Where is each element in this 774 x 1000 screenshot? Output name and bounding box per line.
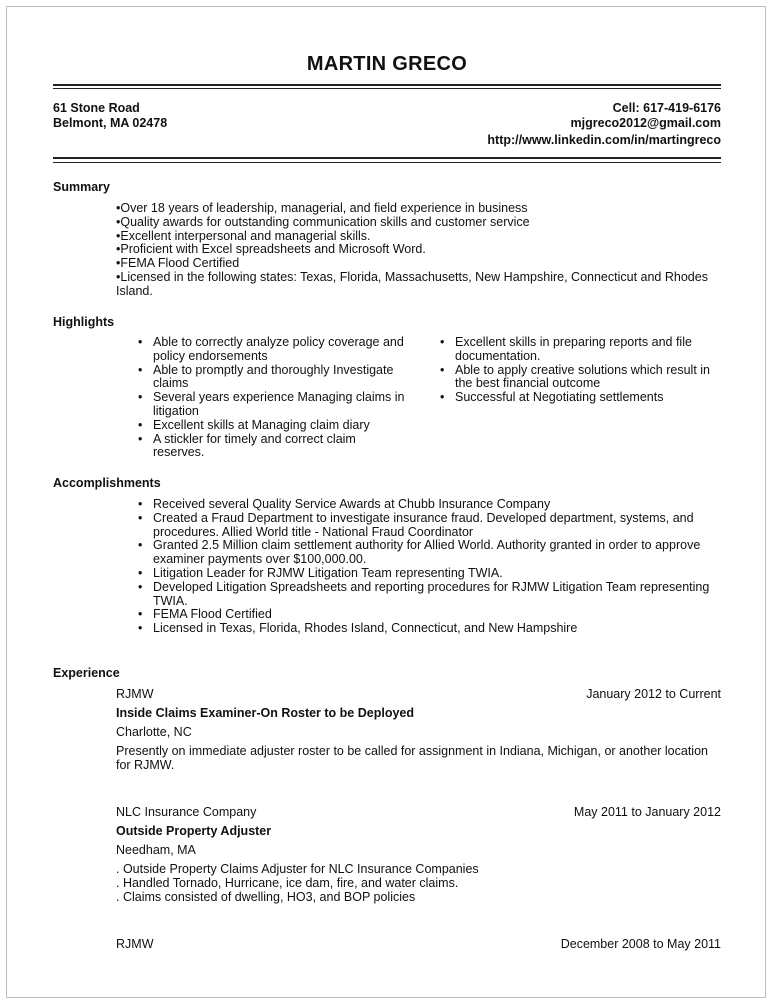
accomplishments-heading: Accomplishments	[53, 476, 161, 490]
email: mjgreco2012@gmail.com	[570, 116, 721, 130]
job-entry	[116, 805, 721, 904]
experience-heading: Experience	[53, 666, 120, 680]
highlight-item: • Able to apply creative solutions which result in the best financial outcome	[440, 364, 725, 392]
accomplishments-list	[138, 498, 728, 636]
job-header	[116, 687, 721, 701]
highlights-right-list	[440, 336, 725, 405]
accomplishment-item: • Granted 2.5 Million claim settlement authority for Allied World. Authority granted in order to approve examiner payments over $100,000.00.	[138, 539, 728, 567]
highlight-item: • Able to correctly analyze policy coverage and policy endorsements	[138, 336, 408, 364]
job-description: Presently on immediate adjuster roster to be called for assignment in Indiana, Michigan, or another location for RJMW.	[116, 744, 708, 772]
job-description-line: . Handled Tornado, Hurricane, ice dam, fire, and water claims.	[116, 876, 459, 890]
job-header	[116, 937, 721, 951]
accomplishment-item: • Developed Litigation Spreadsheets and reporting procedures for RJMW Litigation Team representing TWIA.	[138, 581, 728, 609]
job-dates: May 2011 to January 2012	[573, 805, 721, 819]
highlight-item: • Several years experience Managing claims in litigation	[138, 391, 408, 419]
summary-line: •Quality awards for outstanding communication skills and customer service	[116, 214, 530, 229]
highlight-item: • Successful at Negotiating settlements	[440, 391, 725, 405]
summary-heading: Summary	[53, 180, 110, 194]
phone: Cell: 617-419-6176	[612, 101, 721, 115]
highlight-item: • Excellent skills at Managing claim diary	[138, 419, 408, 433]
job-description	[116, 862, 721, 904]
summary-line: •Licensed in the following states: Texas, Florida, Massachusetts, New Hampshire, Connecticut and Rhodes Island.	[116, 269, 708, 298]
accomplishment-item: • FEMA Flood Certified	[138, 608, 728, 622]
job-company: RJMW	[116, 937, 154, 951]
job-location: Charlotte, NC	[116, 725, 192, 739]
highlight-item: • Able to promptly and thoroughly Investigate claims	[138, 364, 408, 392]
header-rule-bottom-thin	[53, 162, 721, 163]
linkedin-url: http://www.linkedin.com/in/martingreco	[487, 133, 721, 147]
address-line-1: 61 Stone Road	[53, 101, 140, 115]
highlights-left-list	[138, 336, 408, 460]
job-entry	[116, 937, 721, 951]
job-description-line: . Claims consisted of dwelling, HO3, and BOP policies	[116, 890, 416, 904]
summary-line: •Proficient with Excel spreadsheets and Microsoft Word.	[116, 242, 426, 257]
summary-line: •FEMA Flood Certified	[116, 256, 240, 271]
summary-line: •Excellent interpersonal and managerial skills.	[116, 228, 371, 243]
job-header	[116, 805, 721, 819]
accomplishment-item: • Litigation Leader for RJMW Litigation Team representing TWIA.	[138, 567, 728, 581]
job-location: Needham, MA	[116, 843, 196, 857]
accomplishment-item: • Created a Fraud Department to investigate insurance fraud. Developed department, systems, and procedures. Allied World title - National Fraud Coordinator	[138, 512, 728, 540]
job-title: Outside Property Adjuster	[116, 824, 272, 838]
address-block	[53, 101, 167, 131]
header-rule-bottom	[53, 157, 721, 159]
summary-list	[116, 202, 716, 299]
job-dates: January 2012 to Current	[586, 687, 721, 701]
accomplishment-item: • Licensed in Texas, Florida, Rhodes Island, Connecticut, and New Hampshire	[138, 622, 728, 636]
address-line-2: Belmont, MA 02478	[53, 116, 168, 130]
accomplishment-item: • Received several Quality Service Awards at Chubb Insurance Company	[138, 498, 728, 512]
header-rule-top	[53, 84, 721, 86]
contact-block	[487, 101, 721, 148]
highlight-item: • Excellent skills in preparing reports and file documentation.	[440, 336, 725, 364]
job-title: Inside Claims Examiner-On Roster to be Deployed	[116, 706, 414, 720]
highlights-heading: Highlights	[53, 315, 115, 329]
highlight-item: • A stickler for timely and correct claim reserves.	[138, 433, 408, 461]
summary-line: •Over 18 years of leadership, managerial, and field experience in business	[116, 201, 528, 215]
job-company: NLC Insurance Company	[116, 805, 257, 819]
job-entry	[116, 687, 721, 772]
job-description-line: . Outside Property Claims Adjuster for NLC Insurance Companies	[116, 862, 479, 876]
job-company: RJMW	[116, 687, 154, 701]
header-rule-top-thin	[53, 88, 721, 89]
candidate-name: MARTIN GRECO	[306, 53, 468, 75]
job-dates: December 2008 to May 2011	[560, 937, 721, 951]
